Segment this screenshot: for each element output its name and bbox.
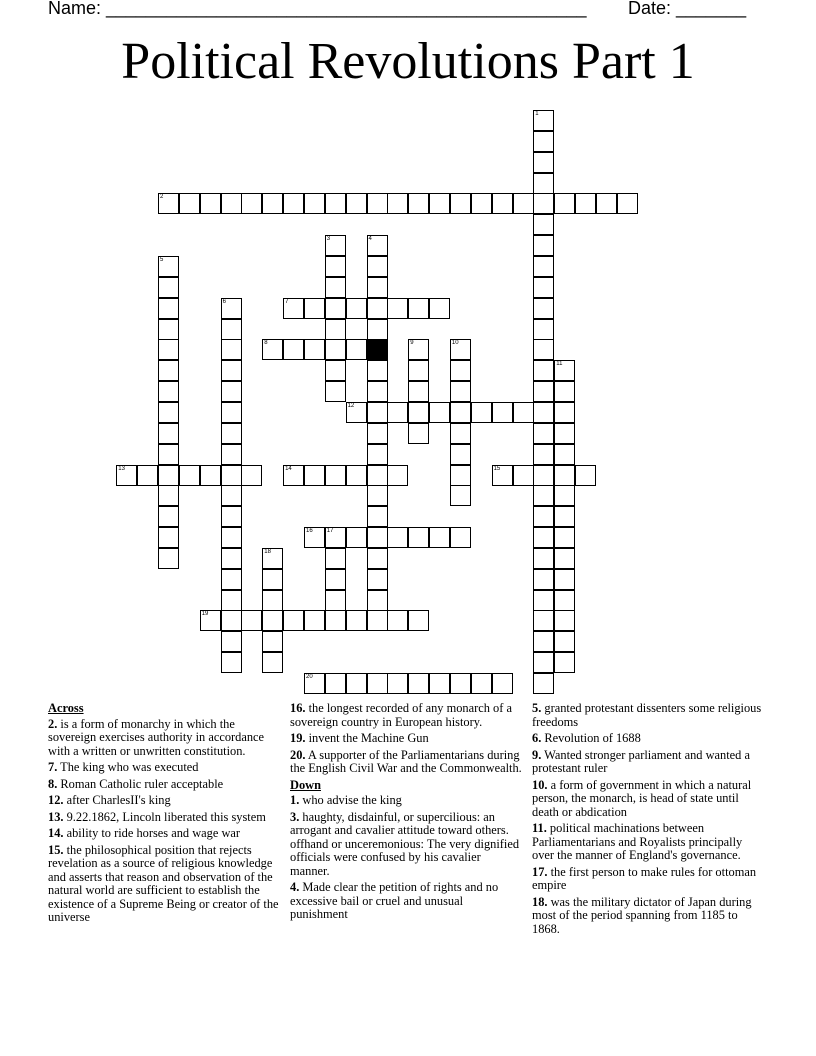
grid-cell[interactable] — [221, 527, 242, 548]
clue-number: 2 — [160, 194, 164, 201]
grid-cell[interactable] — [533, 548, 554, 569]
grid-cell[interactable] — [221, 319, 242, 340]
grid-cell[interactable] — [158, 360, 179, 381]
grid-cell[interactable] — [367, 465, 388, 486]
grid-cell[interactable] — [408, 298, 429, 319]
grid-cell[interactable] — [221, 298, 242, 319]
grid-cell[interactable] — [471, 673, 492, 694]
grid-cell[interactable] — [158, 277, 179, 298]
grid-cell[interactable] — [408, 423, 429, 444]
grid-cell[interactable] — [221, 465, 242, 486]
grid-cell[interactable] — [346, 298, 367, 319]
grid-cell[interactable] — [262, 631, 283, 652]
grid-cell[interactable] — [367, 506, 388, 527]
grid-cell[interactable] — [554, 590, 575, 611]
grid-cell[interactable] — [367, 319, 388, 340]
clue-number: 4 — [368, 236, 372, 243]
grid-cell[interactable] — [533, 673, 554, 694]
grid-cell[interactable] — [387, 673, 408, 694]
grid-cell[interactable] — [554, 465, 575, 486]
grid-cell[interactable] — [367, 381, 388, 402]
grid-cell[interactable] — [554, 360, 575, 381]
grid-cell[interactable] — [617, 193, 638, 214]
clue-across-7: 7. The king who was executed — [48, 760, 199, 774]
grid-cell[interactable] — [554, 652, 575, 673]
grid-cell[interactable] — [283, 465, 304, 486]
grid-cell[interactable] — [325, 319, 346, 340]
clue-across-20: 20. A supporter of the Parliamentarians during the English Civil War and the Commonwealth. — [290, 747, 522, 775]
grid-cell[interactable] — [304, 465, 325, 486]
grid-cell[interactable] — [533, 277, 554, 298]
grid-cell[interactable] — [325, 548, 346, 569]
grid-cell[interactable] — [158, 298, 179, 319]
grid-cell[interactable] — [158, 485, 179, 506]
clue-number: 11 — [556, 361, 563, 368]
grid-cell[interactable] — [471, 402, 492, 423]
grid-cell[interactable] — [325, 360, 346, 381]
grid-cell[interactable] — [221, 193, 242, 214]
grid-cell[interactable] — [533, 423, 554, 444]
clue-across-12: 12. after CharlesII's king — [48, 793, 171, 807]
clue-down-9: 9. Wanted stronger parliament and wanted a protestant ruler — [532, 747, 750, 775]
grid-cell[interactable] — [575, 465, 596, 486]
grid-cell[interactable] — [533, 569, 554, 590]
grid-cell[interactable] — [450, 339, 471, 360]
clues-column-1 — [48, 702, 280, 928]
grid-cell[interactable] — [346, 465, 367, 486]
grid-cell[interactable] — [554, 381, 575, 402]
grid-cell[interactable] — [554, 423, 575, 444]
clue-number: 13 — [118, 465, 125, 472]
clue-number: 6 — [222, 298, 226, 305]
grid-cell[interactable] — [450, 402, 471, 423]
grid-cell[interactable] — [158, 465, 179, 486]
grid-cell[interactable] — [513, 465, 534, 486]
clue-across-16: 16. the longest recorded of any monarch of a sovereign country in European history. — [290, 701, 512, 729]
clue-number: 19 — [201, 611, 209, 618]
clue-down-10: 10. a form of government in which a natural person, the monarch, is head of state until death or abdication — [532, 777, 752, 819]
clue-across-8: 8. Roman Catholic ruler acceptable — [48, 776, 224, 791]
grid-cell[interactable] — [367, 590, 388, 611]
grid-cell[interactable] — [387, 402, 408, 423]
grid-cell[interactable] — [554, 444, 575, 465]
grid-cell[interactable] — [325, 465, 346, 486]
grid-cell[interactable] — [450, 673, 471, 694]
grid-cell[interactable] — [221, 485, 242, 506]
grid-cell[interactable] — [367, 548, 388, 569]
grid-cell[interactable] — [221, 548, 242, 569]
grid-cell[interactable] — [554, 569, 575, 590]
down-heading: Down — [290, 777, 321, 792]
clue-down-5: 5. granted protestant dissenters some religious freedoms — [532, 701, 762, 729]
grid-cell[interactable] — [533, 381, 554, 402]
grid-cell[interactable] — [262, 610, 283, 631]
grid-cell[interactable] — [533, 631, 554, 652]
grid-cell[interactable] — [262, 590, 283, 611]
grid-cell[interactable] — [533, 465, 554, 486]
date-field-label: Date: _______ — [628, 0, 747, 18]
grid-cell[interactable] — [304, 673, 325, 694]
clue-down-3: 3. haughty, disdainful, or supercilious: an arrogant and cavalier attitude toward others. offhand or unceremonious: The very dignified officials were confused by his cavalier manner. — [290, 809, 520, 878]
grid-cell[interactable] — [408, 402, 429, 423]
grid-cell[interactable] — [304, 527, 325, 548]
grid-cell[interactable] — [158, 319, 179, 340]
clue-number: 20 — [306, 674, 313, 680]
clues-column-3 — [532, 702, 764, 939]
grid-cell[interactable] — [158, 423, 179, 444]
grid-cell[interactable] — [533, 652, 554, 673]
clue-across-2: 2. is a form of monarchy in which the sovereign exercises authority in accordance with a written or unwritten constitution. — [48, 716, 265, 758]
clue-number: 16 — [306, 528, 313, 534]
grid-cell[interactable] — [304, 193, 325, 214]
grid-cell[interactable] — [221, 506, 242, 527]
grid-cell[interactable] — [554, 485, 575, 506]
grid-cell[interactable] — [262, 548, 283, 569]
grid-cell[interactable] — [533, 402, 554, 423]
grid-cell[interactable] — [408, 527, 429, 548]
clue-across-13: 13. 9.22.1862, Lincoln liberated this system — [48, 809, 266, 824]
clue-number: 14 — [285, 465, 292, 472]
grid-cell[interactable] — [533, 485, 554, 506]
grid-cell[interactable] — [283, 298, 304, 319]
grid-cell[interactable] — [325, 673, 346, 694]
grid-cell[interactable] — [533, 235, 554, 256]
grid-cell[interactable] — [158, 548, 179, 569]
grid-cell[interactable] — [346, 673, 367, 694]
grid-cell[interactable] — [408, 673, 429, 694]
grid-cell[interactable] — [346, 339, 367, 360]
grid-cell[interactable] — [596, 193, 617, 214]
grid-cell[interactable] — [387, 527, 408, 548]
grid-cell[interactable] — [304, 610, 325, 631]
grid-cell[interactable] — [450, 193, 471, 214]
clue-down-18: 18. was the military dictator of Japan during most of the period spanning from 1185 to 1868. — [532, 894, 752, 936]
grid-cell[interactable] — [492, 193, 513, 214]
grid-cell[interactable] — [408, 360, 429, 381]
grid-cell[interactable] — [367, 485, 388, 506]
grid-cell[interactable] — [158, 381, 179, 402]
grid-cell[interactable] — [241, 193, 262, 214]
grid-cell[interactable] — [283, 339, 304, 360]
grid-cell[interactable] — [450, 381, 471, 402]
grid-cell[interactable] — [554, 527, 575, 548]
grid-cell[interactable] — [179, 193, 200, 214]
grid-cell[interactable] — [533, 193, 554, 214]
grid-cell[interactable] — [241, 610, 262, 631]
grid-cell[interactable] — [179, 465, 200, 486]
across-heading: Across — [48, 701, 84, 715]
clue-number: 1 — [535, 111, 539, 117]
grid-cell[interactable] — [367, 193, 388, 214]
grid-cell[interactable] — [367, 235, 388, 256]
grid-cell[interactable] — [325, 381, 346, 402]
grid-cell[interactable] — [325, 277, 346, 298]
grid-cell[interactable] — [367, 444, 388, 465]
grid-cell[interactable] — [429, 402, 450, 423]
grid-cell[interactable] — [325, 339, 346, 360]
grid-cell[interactable] — [450, 360, 471, 381]
grid-cell[interactable] — [408, 193, 429, 214]
grid-cell[interactable] — [200, 610, 221, 631]
grid-cell[interactable] — [533, 131, 554, 152]
grid-cell[interactable] — [221, 652, 242, 673]
grid-cell[interactable] — [533, 527, 554, 548]
grid-cell[interactable] — [554, 548, 575, 569]
clue-across-19: 19. invent the Machine Gun — [290, 731, 429, 745]
grid-cell[interactable] — [346, 610, 367, 631]
grid-cell[interactable] — [450, 444, 471, 465]
clue-number: 17 — [326, 528, 334, 534]
grid-cell[interactable] — [367, 402, 388, 423]
grid-cell[interactable] — [262, 569, 283, 590]
clue-down-11: 11. political machinations between Parliamentarians and Royalists principally over the manner of England's governance. — [532, 821, 743, 862]
grid-cell[interactable] — [346, 402, 367, 423]
grid-cell[interactable] — [554, 402, 575, 423]
black-square — [367, 339, 388, 360]
grid-cell[interactable] — [325, 235, 346, 256]
grid-cell[interactable] — [262, 193, 283, 214]
grid-cell[interactable] — [158, 444, 179, 465]
grid-cell[interactable] — [200, 193, 221, 214]
clue-down-1: 1. who advise the king — [290, 793, 402, 807]
page-title: Political Revolutions Part 1 — [121, 33, 695, 90]
grid-cell[interactable] — [450, 485, 471, 506]
grid-cell[interactable] — [158, 527, 179, 548]
grid-cell[interactable] — [346, 527, 367, 548]
grid-cell[interactable] — [200, 465, 221, 486]
grid-cell[interactable] — [325, 193, 346, 214]
grid-cell[interactable] — [408, 339, 429, 360]
grid-cell[interactable] — [492, 402, 513, 423]
grid-cell[interactable] — [450, 527, 471, 548]
grid-cell[interactable] — [408, 610, 429, 631]
grid-cell[interactable] — [533, 360, 554, 381]
grid-cell[interactable] — [554, 193, 575, 214]
grid-cell[interactable] — [533, 298, 554, 319]
grid-cell[interactable] — [533, 110, 554, 131]
clue-down-6: 6. Revolution of 1688 — [532, 731, 641, 745]
grid-cell[interactable] — [221, 444, 242, 465]
grid-cell[interactable] — [450, 423, 471, 444]
grid-cell[interactable] — [387, 465, 408, 486]
grid-cell[interactable] — [367, 277, 388, 298]
grid-cell[interactable] — [513, 193, 534, 214]
grid-cell[interactable] — [387, 298, 408, 319]
grid-cell[interactable] — [283, 193, 304, 214]
grid-cell[interactable] — [387, 193, 408, 214]
clue-down-4: 4. Made clear the petition of rights and no excessive bail or cruel and unusual punishment — [290, 880, 499, 921]
grid-cell[interactable] — [429, 193, 450, 214]
grid-cell[interactable] — [367, 423, 388, 444]
grid-cell[interactable] — [533, 610, 554, 631]
grid-cell[interactable] — [367, 360, 388, 381]
grid-cell[interactable] — [429, 527, 450, 548]
grid-cell[interactable] — [262, 339, 283, 360]
grid-cell[interactable] — [241, 465, 262, 486]
grid-cell[interactable] — [533, 590, 554, 611]
grid-cell[interactable] — [429, 673, 450, 694]
grid-cell[interactable] — [304, 339, 325, 360]
clue-across-14: 14. ability to ride horses and wage war — [48, 826, 241, 840]
grid-cell[interactable] — [116, 465, 137, 486]
grid-cell[interactable] — [158, 256, 179, 277]
grid-cell[interactable] — [304, 298, 325, 319]
grid-cell[interactable] — [513, 402, 534, 423]
grid-cell[interactable] — [221, 381, 242, 402]
grid-cell[interactable] — [367, 569, 388, 590]
grid-cell[interactable] — [221, 631, 242, 652]
grid-cell[interactable] — [325, 527, 346, 548]
grid-cell[interactable] — [137, 465, 158, 486]
grid-cell[interactable] — [554, 610, 575, 631]
clue-number: 7 — [285, 298, 289, 305]
grid-cell[interactable] — [221, 610, 242, 631]
grid-cell[interactable] — [367, 298, 388, 319]
clue-number: 3 — [326, 236, 331, 243]
grid-cell[interactable] — [533, 214, 554, 235]
clue-number: 12 — [347, 402, 355, 409]
grid-cell[interactable] — [325, 298, 346, 319]
grid-cell[interactable] — [554, 631, 575, 652]
grid-cell[interactable] — [158, 506, 179, 527]
grid-cell[interactable] — [387, 610, 408, 631]
grid-cell[interactable] — [533, 173, 554, 194]
name-field-label: Name: ________________________________________________ — [48, 0, 587, 18]
grid-cell[interactable] — [533, 444, 554, 465]
grid-cell[interactable] — [158, 193, 179, 214]
grid-cell[interactable] — [262, 652, 283, 673]
grid-cell[interactable] — [221, 423, 242, 444]
grid-cell[interactable] — [283, 610, 304, 631]
grid-cell[interactable] — [367, 527, 388, 548]
grid-cell[interactable] — [533, 319, 554, 340]
grid-cell[interactable] — [221, 569, 242, 590]
grid-cell[interactable] — [158, 402, 179, 423]
clues-column-2 — [290, 702, 522, 925]
grid-cell[interactable] — [533, 256, 554, 277]
clue-down-17: 17. the first person to make rules for ottoman empire — [532, 864, 757, 892]
grid-cell[interactable] — [158, 339, 179, 360]
grid-cell[interactable] — [325, 590, 346, 611]
grid-cell[interactable] — [492, 465, 513, 486]
grid-cell[interactable] — [367, 610, 388, 631]
grid-cell[interactable] — [367, 256, 388, 277]
clue-number: 18 — [264, 548, 271, 555]
grid-cell[interactable] — [346, 193, 367, 214]
grid-cell[interactable] — [325, 569, 346, 590]
grid-cell[interactable] — [408, 381, 429, 402]
clue-across-15: 15. the philosophical position that rejects revelation as a source of religious knowledge and asserts that reason and observation of the natural world are sufficient to establish the existence of a Supreme Being or creator of the universe — [48, 842, 279, 924]
grid-cell[interactable] — [554, 506, 575, 527]
clue-number: 5 — [160, 257, 164, 263]
clue-number: 15 — [493, 465, 501, 472]
grid-cell[interactable] — [221, 402, 242, 423]
clue-number: 9 — [410, 340, 414, 347]
grid-cell[interactable] — [471, 193, 492, 214]
grid-cell[interactable] — [575, 193, 596, 214]
grid-cell[interactable] — [429, 298, 450, 319]
clue-number: 10 — [451, 340, 459, 347]
grid-cell[interactable] — [450, 465, 471, 486]
grid-cell[interactable] — [367, 673, 388, 694]
grid-cell[interactable] — [221, 360, 242, 381]
grid-cell[interactable] — [492, 673, 513, 694]
grid-cell[interactable] — [533, 506, 554, 527]
grid-cell[interactable] — [533, 339, 554, 360]
grid-cell[interactable] — [325, 256, 346, 277]
grid-cell[interactable] — [221, 339, 242, 360]
grid-cell[interactable] — [325, 610, 346, 631]
grid-cell[interactable] — [221, 590, 242, 611]
grid-cell[interactable] — [533, 152, 554, 173]
clue-number: 8 — [264, 340, 268, 347]
